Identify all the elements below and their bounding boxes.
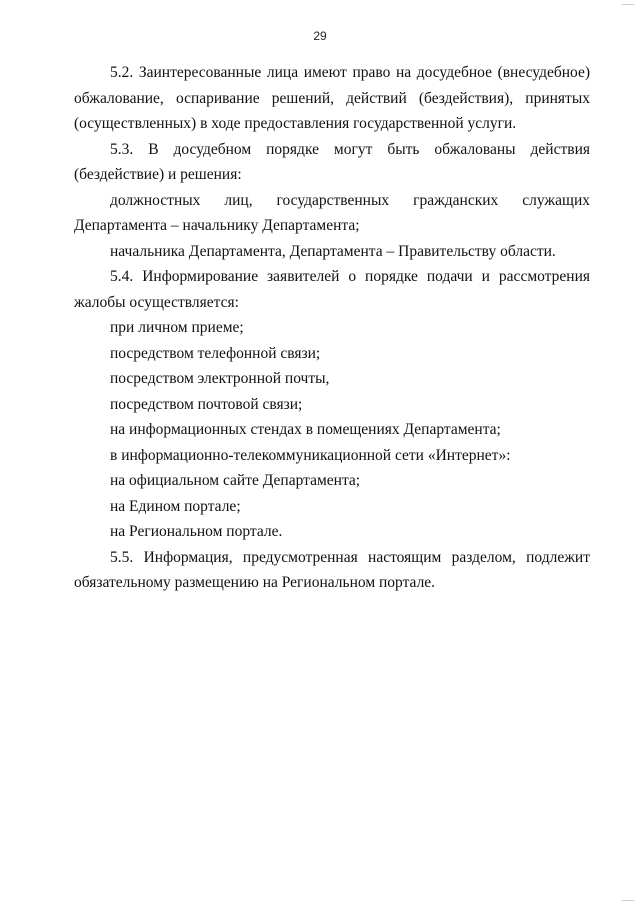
- list-item-email: посредством электронной почты,: [110, 370, 330, 387]
- paragraph-5-2: 5.2. Заинтересованные лица имеют право на досудебное (внесудебное) обжалование, оспаривание решений, действий (бездействия), принятых (осуществленных) в ходе предоставления государственной услуги.: [74, 64, 590, 132]
- list-item-info-stands: на информационных стендах в помещениях Департамента;: [110, 421, 501, 438]
- paragraph-head-of-department: начальника Департамента, Департамента – Правительству области.: [110, 242, 556, 260]
- paragraph-officials: должностных лиц, государственных гражданских служащих Департамента – начальнику Департамента;: [74, 191, 590, 234]
- paragraph-5-3: 5.3. В досудебном порядке могут быть обжалованы действия (бездействие) и решения:: [74, 140, 590, 183]
- scan-artifact-top: [622, 4, 634, 5]
- scan-artifact-bottom: [622, 900, 634, 901]
- list-item-internet: в информационно-телекоммуникационной сети «Интернет»:: [110, 446, 511, 464]
- page-number: 29: [313, 29, 327, 43]
- list-item-regional-portal: на Региональном портале.: [110, 523, 283, 540]
- paragraph-5-5: 5.5. Информация, предусмотренная настоящим разделом, подлежит обязательному размещению на Региональном портале.: [74, 548, 590, 591]
- list-item-unified-portal: на Едином портале;: [110, 497, 241, 515]
- document-body: [74, 60, 590, 596]
- list-item-official-site: на официальном сайте Департамента;: [110, 472, 361, 489]
- list-item-telephone: посредством телефонной связи;: [110, 344, 321, 362]
- list-item-personal-reception: при личном приеме;: [110, 319, 244, 336]
- list-item-postal: посредством почтовой связи;: [110, 395, 303, 413]
- paragraph-5-4: 5.4. Информирование заявителей о порядке подачи и рассмотрения жалобы осуществляется:: [74, 268, 590, 311]
